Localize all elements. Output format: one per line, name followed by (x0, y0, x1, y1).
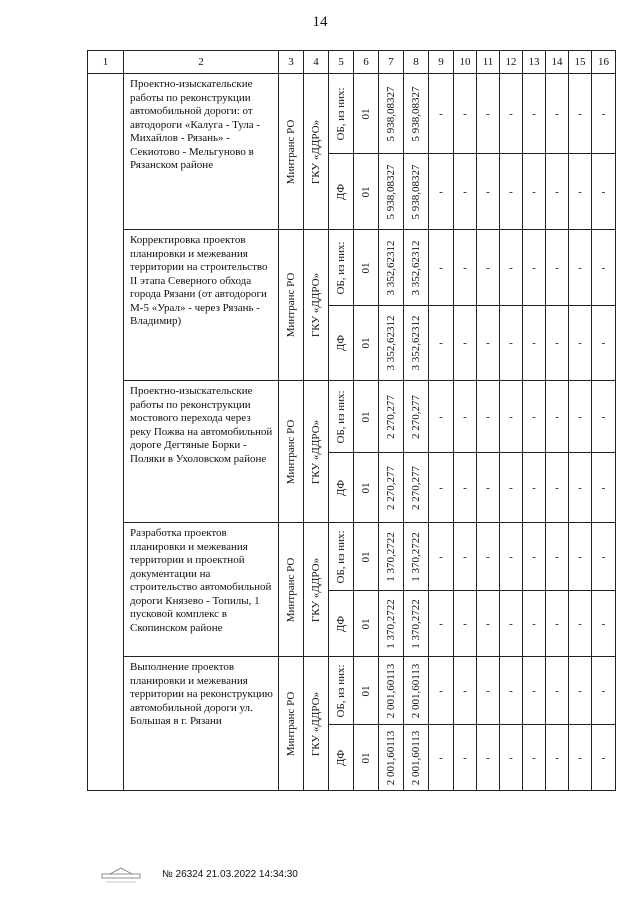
empty-value-cell: - (500, 230, 523, 306)
empty-value-cell: - (523, 230, 546, 306)
empty-value-cell: - (454, 453, 477, 523)
empty-value-cell: - (477, 381, 500, 453)
empty-value-cell: - (523, 657, 546, 725)
code-cell-text: 01 (360, 108, 372, 119)
funding-source-cell-text: ДФ (335, 615, 347, 632)
empty-value-cell: - (523, 74, 546, 154)
amount-col8-cell (404, 381, 429, 453)
column-header: 13 (523, 51, 546, 74)
column-header: 10 (454, 51, 477, 74)
funding-source-cell (329, 74, 354, 154)
empty-value-cell: - (569, 306, 592, 381)
executor-cell (304, 381, 329, 523)
empty-value-cell: - (523, 523, 546, 591)
empty-value-cell: - (592, 657, 616, 725)
empty-value-cell: - (523, 591, 546, 657)
column-header: 4 (304, 51, 329, 74)
empty-value-cell: - (429, 725, 454, 791)
amount-col8-cell (404, 154, 429, 230)
empty-value-cell: - (569, 453, 592, 523)
code-cell-text: 01 (360, 411, 372, 422)
amount-col8-cell-text: 2 270,277 (410, 394, 422, 439)
document-table (87, 50, 616, 791)
ministry-cell-text: Минтранс РО (285, 691, 297, 756)
empty-value-cell: - (477, 725, 500, 791)
funding-source-cell (329, 453, 354, 523)
signature-stamp (162, 869, 298, 880)
empty-value-cell: - (523, 453, 546, 523)
amount-col8-cell-text: 5 938,08327 (410, 164, 422, 219)
amount-col7-cell (379, 154, 404, 230)
column-header: 7 (379, 51, 404, 74)
code-cell (354, 523, 379, 591)
ministry-cell-text: Минтранс РО (285, 557, 297, 622)
amount-col7-cell (379, 657, 404, 725)
empty-value-cell: - (546, 154, 569, 230)
amount-col7-cell-text: 2 270,277 (385, 465, 397, 510)
empty-value-cell: - (500, 453, 523, 523)
amount-col8-cell (404, 230, 429, 306)
empty-value-cell: - (454, 74, 477, 154)
ministry-cell (279, 523, 304, 657)
empty-value-cell: - (523, 381, 546, 453)
funding-source-cell (329, 591, 354, 657)
executor-cell-text: ГКУ «ДДРО» (310, 691, 322, 756)
amount-col8-cell (404, 725, 429, 791)
code-cell (354, 381, 379, 453)
amount-col8-cell (404, 453, 429, 523)
column-header: 14 (546, 51, 569, 74)
empty-value-cell: - (546, 306, 569, 381)
empty-value-cell: - (569, 591, 592, 657)
empty-value-cell: - (592, 230, 616, 306)
amount-col7-cell (379, 74, 404, 154)
empty-value-cell: - (477, 74, 500, 154)
column-header: 15 (569, 51, 592, 74)
funding-source-cell-text: ОБ, из них: (335, 240, 347, 295)
amount-col8-cell-text: 1 370,2722 (410, 531, 422, 582)
amount-col8-cell (404, 306, 429, 381)
code-cell (354, 725, 379, 791)
column-header: 5 (329, 51, 354, 74)
empty-value-cell: - (454, 725, 477, 791)
empty-value-cell: - (429, 523, 454, 591)
funding-source-cell-text: ОБ, из них: (335, 663, 347, 718)
amount-col7-cell-text: 3 352,62312 (385, 315, 397, 371)
empty-value-cell: - (429, 453, 454, 523)
empty-value-cell: - (546, 74, 569, 154)
empty-value-cell: - (429, 306, 454, 381)
empty-value-cell: - (454, 154, 477, 230)
event-description: Разработка проектов планировки и межевания территории и проектной документации на строительство автомобильной дороги Князево - Топилы, 1 пусковой комплекс в Скопинском районе (124, 523, 279, 657)
executor-cell (304, 657, 329, 791)
empty-value-cell: - (592, 591, 616, 657)
table-row (88, 523, 616, 591)
amount-col7-cell-text: 5 938,08327 (385, 164, 397, 219)
amount-col7-cell (379, 725, 404, 791)
funding-source-cell-text: ОБ, из них: (335, 529, 347, 584)
amount-col8-cell (404, 591, 429, 657)
executor-cell-text: ГКУ «ДДРО» (310, 419, 322, 484)
code-cell (354, 306, 379, 381)
empty-value-cell: - (569, 74, 592, 154)
executor-cell (304, 230, 329, 381)
empty-value-cell: - (523, 306, 546, 381)
empty-value-cell: - (454, 230, 477, 306)
empty-value-cell: - (546, 657, 569, 725)
empty-value-cell: - (569, 230, 592, 306)
table-row (88, 381, 616, 453)
ministry-cell (279, 381, 304, 523)
amount-col8-cell (404, 523, 429, 591)
empty-value-cell: - (569, 725, 592, 791)
empty-value-cell: - (500, 657, 523, 725)
empty-value-cell: - (546, 230, 569, 306)
column-header: 11 (477, 51, 500, 74)
funding-source-cell (329, 154, 354, 230)
empty-value-cell: - (592, 725, 616, 791)
ministry-cell (279, 74, 304, 230)
code-cell-text: 01 (360, 262, 372, 273)
code-cell-text: 01 (360, 752, 372, 763)
column-header: 2 (124, 51, 279, 74)
code-cell-text: 01 (360, 685, 372, 696)
code-cell (354, 453, 379, 523)
amount-col7-cell (379, 453, 404, 523)
empty-value-cell: - (592, 154, 616, 230)
executor-cell-text: ГКУ «ДДРО» (310, 272, 322, 338)
empty-value-cell: - (454, 306, 477, 381)
row-number-cell (88, 74, 124, 791)
amount-col7-cell-text: 1 370,2722 (385, 531, 397, 582)
code-cell (354, 154, 379, 230)
empty-value-cell: - (592, 523, 616, 591)
empty-value-cell: - (500, 74, 523, 154)
code-cell (354, 74, 379, 154)
code-cell-text: 01 (360, 482, 372, 493)
empty-value-cell: - (429, 591, 454, 657)
amount-col7-cell-text: 1 370,2722 (385, 598, 397, 649)
table-row (88, 230, 616, 306)
amount-col7-cell (379, 523, 404, 591)
amount-col8-cell-text: 2 270,277 (410, 465, 422, 510)
amount-col7-cell (379, 381, 404, 453)
amount-col7-cell (379, 591, 404, 657)
amount-col7-cell (379, 306, 404, 381)
empty-value-cell: - (569, 657, 592, 725)
column-header: 16 (592, 51, 616, 74)
column-header: 6 (354, 51, 379, 74)
empty-value-cell: - (546, 725, 569, 791)
funding-source-cell (329, 230, 354, 306)
funding-source-cell-text: ОБ, из них: (335, 389, 347, 444)
ministry-cell (279, 230, 304, 381)
empty-value-cell: - (500, 306, 523, 381)
signature-logo-icon (100, 866, 142, 886)
amount-col8-cell-text: 2 001,60113 (410, 663, 422, 718)
empty-value-cell: - (429, 154, 454, 230)
empty-value-cell: - (500, 381, 523, 453)
empty-value-cell: - (592, 453, 616, 523)
code-cell (354, 657, 379, 725)
executor-cell (304, 523, 329, 657)
column-header: 3 (279, 51, 304, 74)
empty-value-cell: - (523, 154, 546, 230)
amount-col7-cell-text: 5 938,08327 (385, 86, 397, 141)
empty-value-cell: - (454, 657, 477, 725)
amount-col8-cell-text: 5 938,08327 (410, 86, 422, 141)
ministry-cell-text: Минтранс РО (285, 272, 297, 338)
empty-value-cell: - (546, 523, 569, 591)
empty-value-cell: - (454, 591, 477, 657)
funding-source-cell-text: ДФ (335, 749, 347, 766)
column-header: 8 (404, 51, 429, 74)
ministry-cell-text: Минтранс РО (285, 119, 297, 184)
column-header: 9 (429, 51, 454, 74)
empty-value-cell: - (523, 725, 546, 791)
code-cell-text: 01 (360, 551, 372, 562)
empty-value-cell: - (546, 591, 569, 657)
column-header: 1 (88, 51, 124, 74)
empty-value-cell: - (477, 306, 500, 381)
code-cell-text: 01 (360, 337, 372, 349)
code-cell (354, 230, 379, 306)
funding-source-cell (329, 523, 354, 591)
event-description: Выполнение проектов планировки и межевания территории на реконструкцию автомобильной дороги ул. Большая в г. Рязани (124, 657, 279, 791)
event-description: Проектно-изыскательские работы по реконструкции автомобильной дороги: от автодороги «Калуга - Тула - Михайлов - Рязань» - Секиотово - Мельгуново в Рязанском районе (124, 74, 279, 230)
empty-value-cell: - (546, 381, 569, 453)
empty-value-cell: - (500, 591, 523, 657)
empty-value-cell: - (429, 657, 454, 725)
funding-source-cell-text: ДФ (335, 479, 347, 496)
empty-value-cell: - (477, 523, 500, 591)
ministry-cell-text: Минтранс РО (285, 419, 297, 484)
funding-source-cell (329, 306, 354, 381)
empty-value-cell: - (500, 154, 523, 230)
funding-source-cell (329, 725, 354, 791)
empty-value-cell: - (429, 381, 454, 453)
empty-value-cell: - (477, 154, 500, 230)
empty-value-cell: - (477, 230, 500, 306)
funding-source-cell (329, 381, 354, 453)
doc-timestamp: 21.03.2022 14:34:30 (206, 869, 298, 880)
amount-col8-cell-text: 2 001,60113 (410, 730, 422, 785)
empty-value-cell: - (500, 523, 523, 591)
funding-source-cell-text: ДФ (335, 183, 347, 200)
table-row (88, 657, 616, 725)
empty-value-cell: - (429, 74, 454, 154)
amount-col7-cell-text: 2 270,277 (385, 394, 397, 439)
ministry-cell (279, 657, 304, 791)
event-description: Проектно-изыскательские работы по реконструкции мостового перехода через реку Пожва на автомобильной дороге Дегтяные Борки - Поляки в Ухоловском районе (124, 381, 279, 523)
doc-number: № 26324 (162, 869, 204, 880)
executor-cell-text: ГКУ «ДДРО» (310, 557, 322, 622)
empty-value-cell: - (477, 657, 500, 725)
empty-value-cell: - (569, 523, 592, 591)
empty-value-cell: - (477, 453, 500, 523)
empty-value-cell: - (500, 725, 523, 791)
executor-cell (304, 74, 329, 230)
column-header: 12 (500, 51, 523, 74)
funding-source-cell-text: ОБ, из них: (335, 86, 347, 141)
column-header-row (88, 51, 616, 74)
amount-col7-cell-text: 3 352,62312 (385, 240, 397, 295)
empty-value-cell: - (546, 453, 569, 523)
empty-value-cell: - (429, 230, 454, 306)
empty-value-cell: - (592, 74, 616, 154)
amount-col7-cell-text: 2 001,60113 (385, 730, 397, 785)
table-row (88, 74, 616, 154)
empty-value-cell: - (592, 306, 616, 381)
executor-cell-text: ГКУ «ДДРО» (310, 119, 322, 184)
amount-col8-cell-text: 1 370,2722 (410, 598, 422, 649)
empty-value-cell: - (477, 591, 500, 657)
amount-col7-cell (379, 230, 404, 306)
code-cell-text: 01 (360, 618, 372, 629)
event-description: Корректировка проектов планировки и межевания территории на строительство II этапа Северного обхода города Рязани (от автодороги М-5 «Урал» - через Рязань - Владимир) (124, 230, 279, 381)
code-cell (354, 591, 379, 657)
empty-value-cell: - (569, 154, 592, 230)
code-cell-text: 01 (360, 186, 372, 197)
empty-value-cell: - (592, 381, 616, 453)
amount-col8-cell-text: 3 352,62312 (410, 240, 422, 295)
page-number: 14 (312, 14, 328, 30)
funding-source-cell (329, 657, 354, 725)
amount-col8-cell (404, 657, 429, 725)
amount-col8-cell (404, 74, 429, 154)
empty-value-cell: - (454, 523, 477, 591)
amount-col7-cell-text: 2 001,60113 (385, 663, 397, 718)
amount-col8-cell-text: 3 352,62312 (410, 315, 422, 371)
funding-source-cell-text: ДФ (335, 334, 347, 352)
empty-value-cell: - (454, 381, 477, 453)
empty-value-cell: - (569, 381, 592, 453)
